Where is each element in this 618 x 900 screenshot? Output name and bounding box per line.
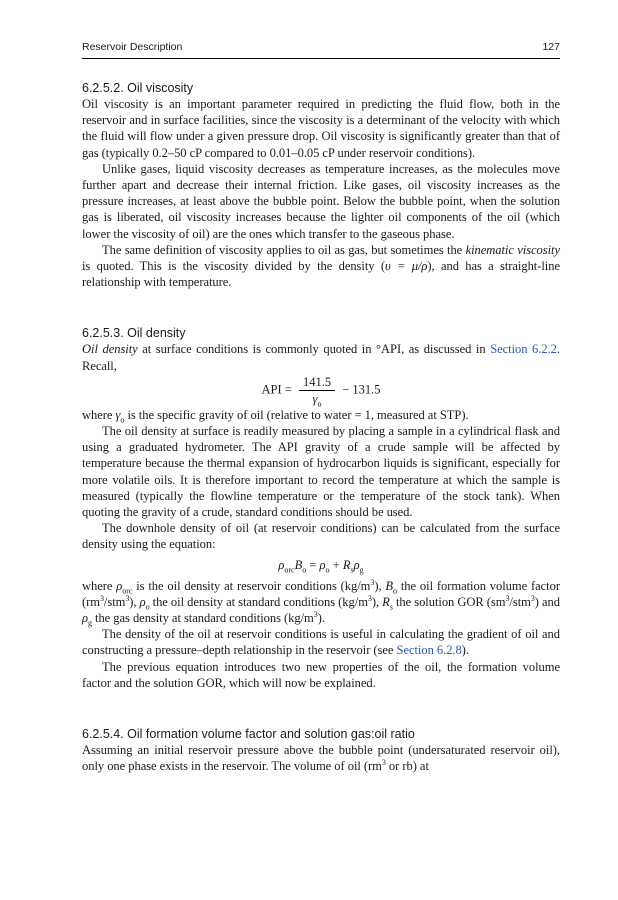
text-run: ). (317, 611, 325, 626)
api-equation (82, 374, 560, 409)
b-symbol: B (294, 557, 303, 572)
section-heading-oil-density: 6.2.5.3. Oil density (82, 326, 186, 341)
oil-density-term: Oil density (82, 342, 138, 357)
density-paragraph-3: The oil density at surface is readily measured by placing a sample in a cylindrical flask and using a graduated hydrometer. The API gravity of a crude sample will be affected by temperature because the thermal expansion of hydrocarbon liquids is significant, especially for more volatile oils. It is therefore important to record the temperature at which the sample is measured (typically the flowline temperature or the temperature of the stock tank). When quoting the gravity of a crude, standard conditions should be used. (82, 424, 560, 520)
density-paragraph-7: The previous equation introduces two new properties of the oil, the formation volume factor and the solution GOR, which will now be explained. (82, 659, 560, 690)
superscript: 3 (505, 593, 510, 603)
text-run: ), (129, 594, 140, 609)
subscript: o (120, 415, 125, 425)
gamma-symbol: γ (115, 407, 121, 422)
text-run: or rb) at (385, 759, 429, 774)
fvf-paragraph-1 (82, 742, 560, 774)
text-run: is the oil density at reservoir conditions (kg/m (132, 578, 371, 593)
density-paragraph-5 (82, 578, 560, 627)
r-symbol: R (342, 557, 351, 572)
eq-fraction (299, 374, 335, 409)
kinematic-viscosity-formula: υ = μ/ρ (384, 259, 428, 274)
text-run: is the specific gravity of oil (relative to water = 1, measured at STP). (124, 407, 469, 422)
section-6-2-2-link[interactable]: Section 6.2.2 (490, 342, 557, 357)
section-heading-oil-viscosity: 6.2.5.2. Oil viscosity (82, 81, 194, 95)
superscript: 3 (367, 593, 372, 603)
superscript: 3 (530, 593, 535, 603)
downhole-density-equation (82, 558, 560, 573)
b-symbol: B (385, 578, 394, 593)
text-run: ) and (534, 594, 560, 609)
rho-symbol: ρ (353, 557, 360, 572)
text-run: . Recall, (82, 342, 560, 373)
density-paragraph-6 (82, 626, 560, 658)
text-run: the oil formation volume factor (rm (82, 578, 560, 609)
gamma-symbol: γ (312, 391, 318, 406)
subscript: o (393, 586, 397, 596)
text-run: The density of the oil at reservoir conditions is useful in calculating the gradient of oil and constructing a pressure–depth relationship in the reservoir (see (82, 627, 560, 658)
subscript: o (325, 565, 330, 575)
subscript: g (87, 618, 92, 628)
viscosity-paragraph-2: Unlike gases, liquid viscosity decreases as temperature increases, as the molecules move further apart and decrease their internal friction. Like gases, oil viscosity increases as the pressure increases, at least above the bubble point. Below the bubble point, when the solution gas is liberated, oil viscosity increases because the lighter oil components of the oil (which lower the viscosity of oil) are the ones which transfer to the gaseous phase. (82, 161, 560, 241)
subscript: g (359, 565, 364, 575)
kinematic-viscosity-term: kinematic viscosity (465, 242, 560, 257)
superscript: 3 (370, 577, 375, 587)
density-paragraph-4: The downhole density of oil (at reservoir conditions) can be calculated from the surface density using the equation: (82, 521, 560, 552)
superscript: 3 (99, 593, 104, 603)
superscript: 3 (381, 758, 386, 768)
rho-symbol: ρ (139, 594, 146, 609)
eq-rhs: − 131.5 (342, 382, 381, 397)
text-run: /stm (509, 594, 531, 609)
text-run: where (82, 578, 117, 593)
text-run: where (82, 407, 116, 422)
text-run: The same definition of viscosity applies to oil as gas, but sometimes the (102, 242, 466, 257)
text-run: is quoted. This is the viscosity divided by the density ( (82, 259, 385, 274)
text-run: the solution GOR (sm (392, 594, 506, 609)
plus-sign: + (329, 557, 343, 572)
section-heading-oil-fvf: 6.2.5.4. Oil formation volume factor and solution gas:oil ratio (82, 727, 415, 742)
eq-lhs: API = (261, 382, 292, 397)
subscript: o (302, 565, 307, 575)
subscript: o (145, 602, 150, 612)
rho-symbol: ρ (319, 557, 326, 572)
subscript: s (350, 565, 354, 575)
density-paragraph-1 (82, 341, 560, 373)
text-run: ), (371, 594, 383, 609)
text-run: the oil density at standard conditions (kg/m (149, 594, 368, 609)
superscript: 3 (313, 609, 318, 619)
r-symbol: R (382, 594, 390, 609)
section-6-2-8-link[interactable]: Section 6.2.8 (396, 643, 462, 658)
text-run: ). (461, 643, 469, 658)
page-number: 127 (542, 41, 560, 53)
text-run: /stm (103, 594, 126, 609)
eq-numerator: 141.5 (299, 375, 335, 391)
text-run: Assuming an initial reservoir pressure above the bubble point (undersaturated reservoir oil), only one phase exists in the reservoir. The volume of oil (rm (82, 743, 560, 774)
text-run: ), and has a straight-line relationship with temperature. (82, 259, 560, 290)
subscript: o (317, 399, 322, 409)
subscript: orc (122, 586, 133, 596)
subscript: s (389, 602, 393, 612)
density-paragraph-2 (82, 407, 560, 423)
eq-denominator (299, 391, 335, 409)
viscosity-paragraph-3 (82, 242, 560, 291)
viscosity-paragraph-1: Oil viscosity is an important parameter required in predicting the fluid flow, both in the reservoir and in surface facilities, since the viscosity is a determinant of the velocity with which the fluid will flow under a given pressure drop. Oil viscosity is significantly greater than that of gas (typically 0.2–50 cP compared to 0.01–0.05 cP under reservoir conditions). (82, 97, 560, 160)
header-rule (82, 58, 560, 59)
text-run: at surface conditions is commonly quoted in °API, as discussed in (137, 342, 491, 357)
subscript: orc (284, 565, 295, 575)
equals-sign: = (306, 557, 320, 572)
text-run: the gas density at standard conditions (kg/m (91, 611, 314, 626)
superscript: 3 (125, 593, 130, 603)
rho-symbol: ρ (116, 578, 123, 593)
running-title: Reservoir Description (82, 41, 183, 53)
page-body (82, 80, 560, 775)
text-run: ), (374, 578, 386, 593)
rho-symbol: ρ (82, 611, 88, 626)
rho-symbol: ρ (278, 557, 285, 572)
